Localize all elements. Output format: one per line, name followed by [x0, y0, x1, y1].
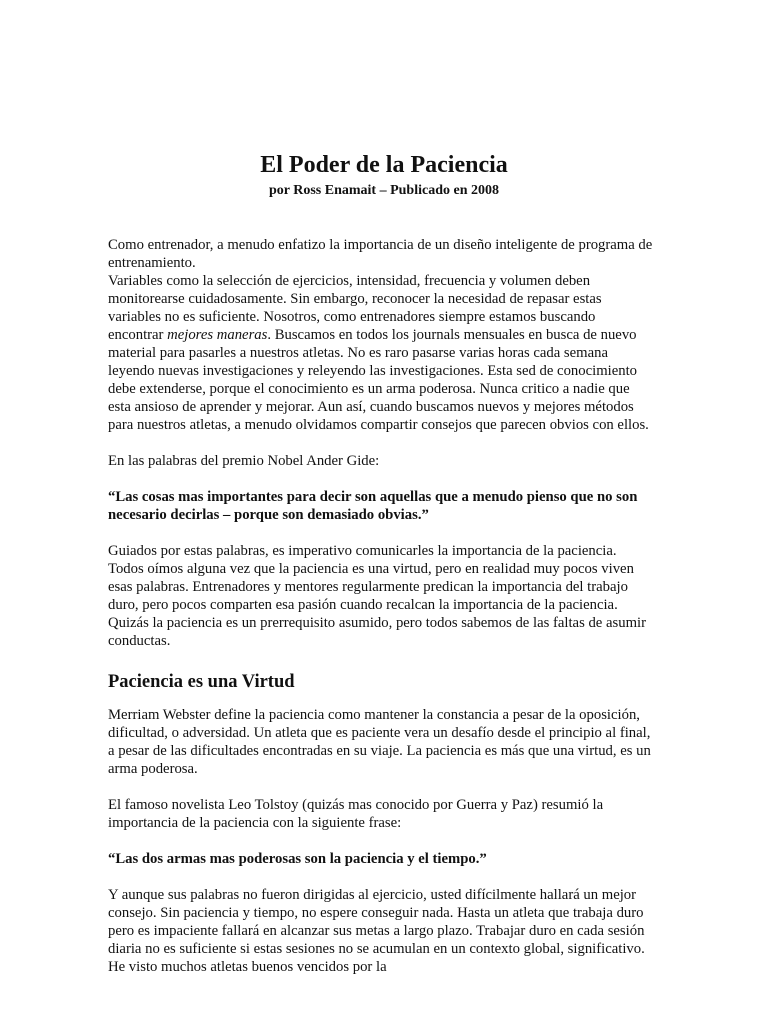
paragraph-variables-text-b: . Buscamos en todos los journals mensuales en busca de nuevo material para pasarles a nuestros atletas. No es raro pasarse varias horas cada semana leyendo nuevas investigaciones y releyendo las investigaciones. Esta sed de conocimiento debe extenderse, porque el conocimiento es un arma poderosa. Nunca critico a nadie que esta ansioso de aprender y mejorar. Aun así, cuando buscamos nuevos y mejores métodos para nuestros atletas, a menudo olvidamos compartir consejos que parecen obvios con ellos.	[108, 327, 649, 433]
paragraph-intro: Como entrenador, a menudo enfatizo la importancia de un diseño inteligente de programa de entrenamiento.	[108, 237, 653, 271]
section-heading-virtud: Paciencia es una Virtud	[108, 672, 295, 692]
paragraph-variables	[108, 272, 654, 434]
paragraph-consejo: Y aunque sus palabras no fueron dirigidas al ejercicio, usted difícilmente hallará un mejor consejo. Sin paciencia y tiempo, no espere conseguir nada. Hasta un atleta que trabaja duro pero es impaciente fallará en alcanzar sus metas a largo plazo. Trabajar duro en cada sesión diaria no es suficiente si estas sesiones no se acumulan en un contexto global, significativo. He visto muchos atletas buenos vencidos por la	[108, 887, 645, 975]
document-body	[108, 236, 654, 976]
paragraph-paciencia: Guiados por estas palabras, es imperativo comunicarles la importancia de la paciencia. Todos oímos alguna vez que la paciencia es una virtud, pero en realidad muy pocos viven esas palabras. Entrenadores y mentores regularmente predican la importancia del trabajo duro, pero pocos comparten esa pasión cuando recalcan la importancia de la paciencia. Quizás la paciencia es un prerrequisito asumido, pero todos sabemos de las faltas de asumir conductas.	[108, 543, 646, 649]
paragraph-variables-text-a: Variables como la selección de ejercicios, intensidad, frecuencia y volumen deben monitorearse cuidadosamente. Sin embargo, reconocer la necesidad de repasar estas variables no es suficiente. Nosotros, como entrenadores siempre estamos buscando encontrar	[108, 273, 602, 343]
quote-gide: “Las cosas mas importantes para decir son aquellas que a menudo pienso que no son necesario decirlas – porque son demasiado obvias.”	[108, 489, 638, 523]
paragraph-gide-intro: En las palabras del premio Nobel Ander Gide:	[108, 453, 380, 469]
paragraph-merriam-webster: Merriam Webster define la paciencia como mantener la constancia a pesar de la oposición, dificultad, o adversidad. Un atleta que es paciente vera un desafío desde el principio al final, a pesar de las dificultades encontradas en su viaje. La paciencia es más que una virtud, es un arma poderosa.	[108, 707, 651, 777]
document-title: El Poder de la Paciencia	[260, 152, 508, 178]
document-byline: por Ross Enamait – Publicado en 2008	[269, 183, 499, 198]
emphasis-mejores-maneras: mejores maneras	[167, 327, 268, 343]
quote-tolstoy: “Las dos armas mas poderosas son la paciencia y el tiempo.”	[108, 851, 487, 867]
paragraph-tolstoy-intro: El famoso novelista Leo Tolstoy (quizás mas conocido por Guerra y Paz) resumió la importancia de la paciencia con la siguiente frase:	[108, 797, 604, 831]
